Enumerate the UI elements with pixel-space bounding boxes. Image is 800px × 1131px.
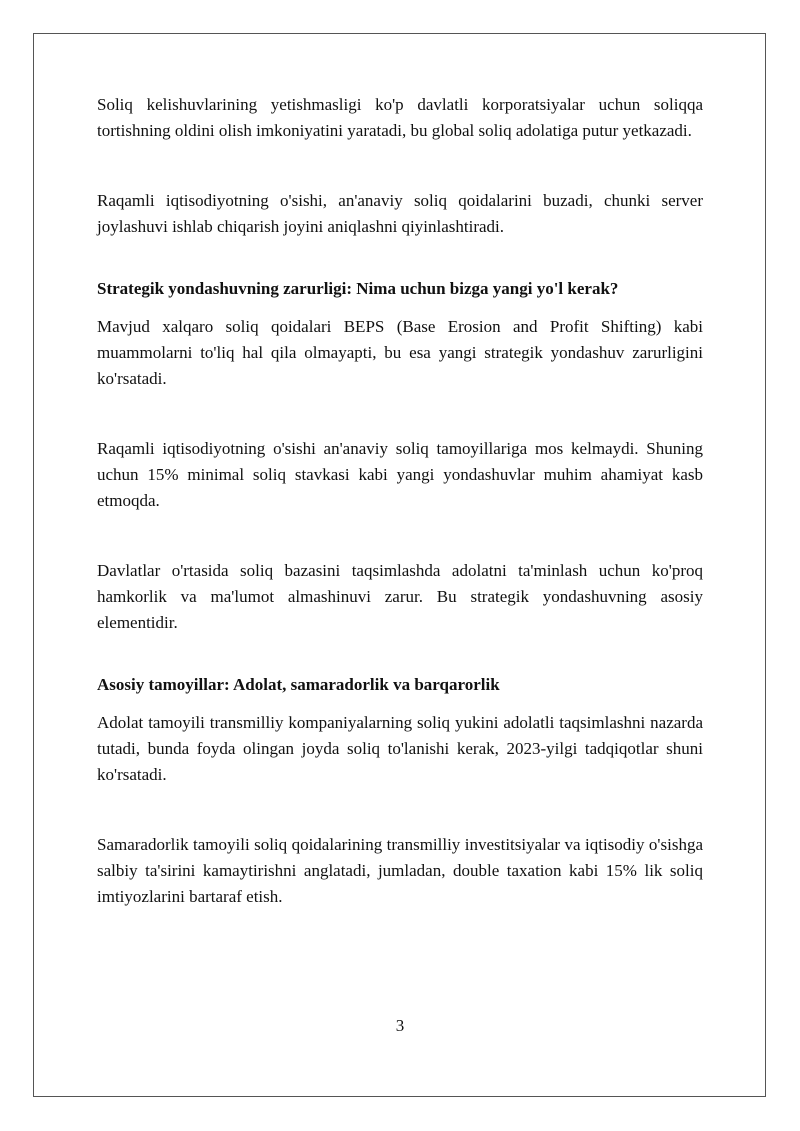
paragraph-tax-agreements: Soliq kelishuvlarining yetishmasligi ko'p davlatli korporatsiyalar uchun soliqqa tortishning oldini olish imkoniyatini yaratadi, bu global soliq adolatiga putur yetkazadi. [97, 95, 703, 140]
paragraph-fairness-principle: Adolat tamoyili transmilliy kompaniyalarning soliq yukini adolatli taqsimlashni nazarda tutadi, bunda foyda olingan joyda soliq to'lanishi kerak, 2023-yilgi tadqiqotlar shuni ko'rsatadi. [97, 713, 703, 784]
paragraph-efficiency-principle: Samaradorlik tamoyili soliq qoidalarining transmilliy investitsiyalar va iqtisodiy o'sishga salbiy ta'sirini kamaytirishni anglatadi, jumladan, double taxation kabi 15% lik soliq imtiyozlarini bartaraf etish. [97, 835, 703, 906]
paragraph-minimum-tax-rate: Raqamli iqtisodiyotning o'sishi an'anaviy soliq tamoyillariga mos kelmaydi. Shuning uchun 15% minimal soliq stavkasi kabi yangi yondashuvlar muhim ahamiyat kasb etmoqda. [97, 439, 703, 510]
paragraph-cooperation: Davlatlar o'rtasida soliq bazasini taqsimlashda adolatni ta'minlash uchun ko'proq hamkorlik va ma'lumot almashinuvi zarur. Bu strategik yondashuvning asosiy elementidir. [97, 561, 703, 632]
section-heading-strategic-approach: Strategik yondashuvning zarurligi: Nima uchun bizga yangi yo'l kerak? [97, 279, 619, 298]
section-heading-principles: Asosiy tamoyillar: Adolat, samaradorlik va barqarorlik [97, 675, 500, 694]
paragraph-digital-economy-rules: Raqamli iqtisodiyotning o'sishi, an'anaviy soliq qoidalarini buzadi, chunki server joylashuvi ishlab chiqarish joyini aniqlashni qiyinlashtiradi. [97, 191, 703, 236]
page-content [97, 92, 703, 910]
page-number: 3 [395, 1016, 405, 1035]
paragraph-beps: Mavjud xalqaro soliq qoidalari BEPS (Base Erosion and Profit Shifting) kabi muammolarni to'liq hal qila olmayapti, bu esa yangi strategik yondashuv zarurligini ko'rsatadi. [97, 317, 703, 388]
